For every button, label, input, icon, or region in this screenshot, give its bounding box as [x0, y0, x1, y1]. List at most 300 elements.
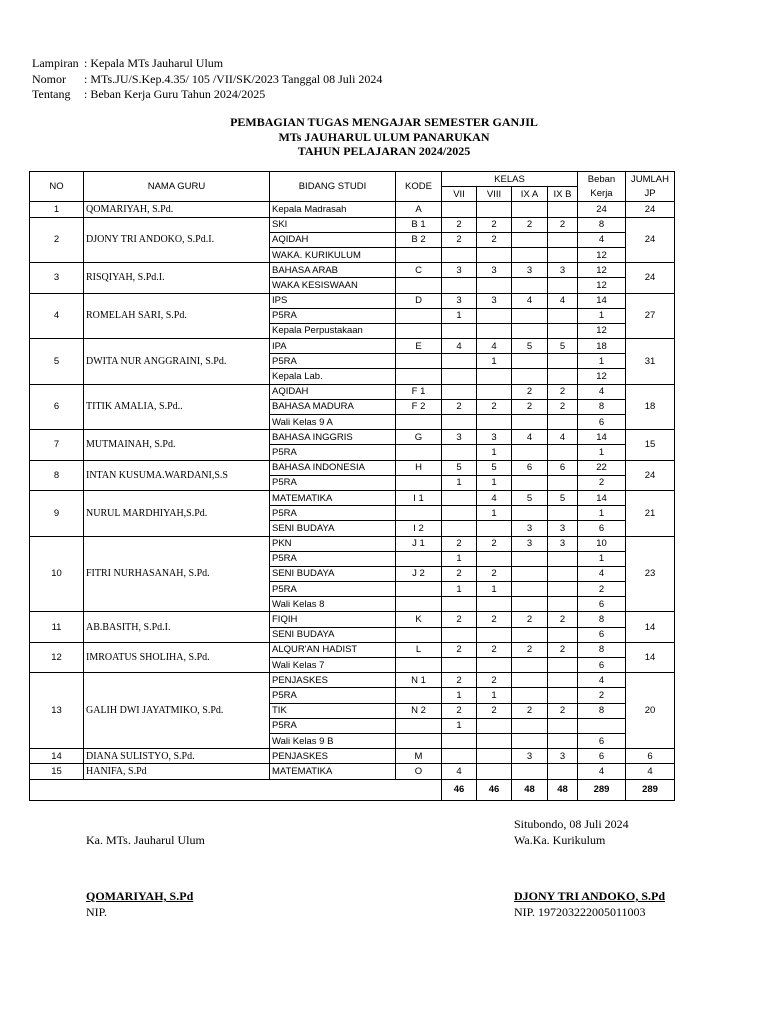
beban-kerja: 4: [578, 673, 626, 688]
jam-vii: [442, 384, 477, 399]
table-row: [30, 490, 675, 505]
teacher-no: 11: [30, 612, 84, 642]
beban-kerja: 10: [578, 536, 626, 551]
jam-ixa: [512, 673, 548, 688]
jam-ixb: 5: [548, 339, 578, 354]
kode: [396, 415, 442, 430]
jam-vii: 2: [442, 642, 477, 657]
beban-kerja: 1: [578, 354, 626, 369]
table-row: [30, 749, 675, 764]
jam-vii: 1: [442, 475, 477, 490]
beban-kerja: 24: [578, 202, 626, 217]
jam-ixb: [548, 475, 578, 490]
jam-ixa: 3: [512, 521, 548, 536]
jam-viii: 1: [477, 475, 512, 490]
lampiran-label: Lampiran: [32, 56, 79, 70]
jam-ixa: 3: [512, 536, 548, 551]
jam-ixa: 3: [512, 749, 548, 764]
jumlah-jp: 6: [626, 749, 675, 764]
teacher-no: 3: [30, 263, 84, 293]
title-line-1: PEMBAGIAN TUGAS MENGAJAR SEMESTER GANJIL: [230, 115, 538, 129]
kode: B 2: [396, 232, 442, 247]
place-date: Situbondo, 08 Juli 2024: [514, 817, 629, 831]
header-nama-guru: NAMA GURU: [84, 172, 270, 202]
jam-ixa: [512, 551, 548, 566]
bidang-studi: Kepala Lab.: [270, 369, 396, 384]
kode: [396, 582, 442, 597]
bidang-studi: P5RA: [270, 688, 396, 703]
jam-viii: 1: [477, 688, 512, 703]
total-beban: 289: [578, 779, 626, 800]
jam-ixb: [548, 369, 578, 384]
bidang-studi: SENI BUDAYA: [270, 521, 396, 536]
teacher-no: 10: [30, 536, 84, 612]
header-vii: VII: [442, 187, 477, 202]
table-row: [30, 202, 675, 217]
jam-ixb: [548, 232, 578, 247]
kode: [396, 718, 442, 733]
jam-ixa: [512, 506, 548, 521]
kode: [396, 247, 442, 262]
table-header-row: [30, 172, 675, 187]
jam-viii: 1: [477, 445, 512, 460]
kode: [396, 323, 442, 338]
table-row: [30, 293, 675, 308]
jam-viii: [477, 764, 512, 779]
jam-viii: [477, 551, 512, 566]
jam-ixb: [548, 202, 578, 217]
bidang-studi: P5RA: [270, 354, 396, 369]
jam-vii: 1: [442, 718, 477, 733]
jam-ixa: 2: [512, 703, 548, 718]
kode: [396, 475, 442, 490]
bidang-studi: SENI BUDAYA: [270, 627, 396, 642]
jam-ixa: [512, 278, 548, 293]
jumlah-jp: 24: [626, 202, 675, 217]
nomor-label: Nomor: [32, 71, 66, 86]
beban-kerja: 12: [578, 323, 626, 338]
jam-ixa: [512, 445, 548, 460]
right-signatory-title: Wa.Ka. Kurikulum: [514, 833, 606, 847]
table-row: [30, 673, 675, 688]
jam-ixa: [512, 733, 548, 748]
bidang-studi: P5RA: [270, 475, 396, 490]
jam-vii: 2: [442, 612, 477, 627]
teacher-name: DJONY TRI ANDOKO, S.Pd.I.: [84, 217, 270, 263]
jam-vii: [442, 247, 477, 262]
document-title: [0, 115, 768, 159]
jam-vii: [442, 749, 477, 764]
jam-viii: 4: [477, 490, 512, 505]
kode: [396, 551, 442, 566]
title-line-2: MTs JAUHARUL ULUM PANARUKAN: [278, 129, 490, 144]
jam-viii: 1: [477, 354, 512, 369]
bidang-studi: P5RA: [270, 506, 396, 521]
jam-vii: [442, 521, 477, 536]
total-vii: 46: [442, 779, 477, 800]
jam-vii: [442, 369, 477, 384]
right-signatory-nip: NIP. 197203222005011003: [514, 905, 646, 919]
bidang-studi: TIK: [270, 703, 396, 718]
beban-kerja: 14: [578, 293, 626, 308]
beban-kerja: 4: [578, 384, 626, 399]
bidang-studi: P5RA: [270, 445, 396, 460]
jam-vii: 2: [442, 217, 477, 232]
jam-ixa: 4: [512, 293, 548, 308]
teacher-name: MUTMAINAH, S.Pd.: [84, 430, 270, 460]
jam-ixb: [548, 354, 578, 369]
jam-ixb: 2: [548, 217, 578, 232]
nomor-value: : MTs.JU/S.Kep.4.35/ 105 /VII/SK/2023 Tanggal 08 Juli 2024: [84, 71, 383, 86]
jam-viii: [477, 323, 512, 338]
jam-vii: 2: [442, 703, 477, 718]
jam-ixb: 2: [548, 703, 578, 718]
jam-viii: 3: [477, 263, 512, 278]
kode: K: [396, 612, 442, 627]
jam-ixb: [548, 247, 578, 262]
bidang-studi: SENI BUDAYA: [270, 566, 396, 581]
kode: E: [396, 339, 442, 354]
jam-viii: [477, 733, 512, 748]
beban-kerja: 8: [578, 217, 626, 232]
beban-kerja: 2: [578, 475, 626, 490]
jam-viii: 1: [477, 582, 512, 597]
teaching-assignment-table: [29, 171, 675, 801]
jam-viii: 2: [477, 232, 512, 247]
jumlah-jp: 27: [626, 293, 675, 339]
jam-viii: [477, 627, 512, 642]
bidang-studi: MATEMATIKA: [270, 764, 396, 779]
kode: M: [396, 749, 442, 764]
teacher-name: DIANA SULISTYO, S.Pd.: [84, 749, 270, 764]
total-jumlah: 289: [626, 779, 675, 800]
jumlah-jp: 21: [626, 490, 675, 536]
kode: N 2: [396, 703, 442, 718]
beban-kerja: 1: [578, 445, 626, 460]
table-row: [30, 642, 675, 657]
header-ixb: IX B: [548, 187, 578, 202]
jam-ixa: [512, 202, 548, 217]
jam-vii: 1: [442, 688, 477, 703]
teacher-no: 13: [30, 673, 84, 749]
jam-vii: 3: [442, 430, 477, 445]
kode: [396, 627, 442, 642]
jam-ixb: [548, 582, 578, 597]
jam-ixa: 2: [512, 612, 548, 627]
bidang-studi: IPS: [270, 293, 396, 308]
teacher-no: 5: [30, 339, 84, 385]
jumlah-jp: 24: [626, 263, 675, 293]
teacher-no: 14: [30, 749, 84, 764]
beban-kerja: 6: [578, 627, 626, 642]
teacher-no: 7: [30, 430, 84, 460]
beban-kerja: 4: [578, 764, 626, 779]
beban-kerja: 1: [578, 308, 626, 323]
jam-viii: 1: [477, 506, 512, 521]
jam-ixb: 2: [548, 384, 578, 399]
kode: B 1: [396, 217, 442, 232]
kode: G: [396, 430, 442, 445]
jam-ixb: [548, 323, 578, 338]
header-viii: VIII: [477, 187, 512, 202]
jam-viii: [477, 384, 512, 399]
total-ixb: 48: [548, 779, 578, 800]
kode: [396, 733, 442, 748]
beban-kerja: [578, 718, 626, 733]
kode: O: [396, 764, 442, 779]
beban-kerja: 2: [578, 582, 626, 597]
teacher-name: RISQIYAH, S.Pd.I.: [84, 263, 270, 293]
jam-vii: [442, 354, 477, 369]
jam-ixb: 3: [548, 521, 578, 536]
jam-ixa: [512, 597, 548, 612]
bidang-studi: Wali Kelas 9 A: [270, 415, 396, 430]
jam-ixa: 6: [512, 460, 548, 475]
tentang-value: : Beban Kerja Guru Tahun 2024/2025: [84, 87, 266, 101]
jumlah-jp: 31: [626, 339, 675, 385]
jam-ixa: 2: [512, 399, 548, 414]
jam-viii: [477, 202, 512, 217]
jam-ixb: [548, 415, 578, 430]
teacher-name: FITRI NURHASANAH, S.Pd.: [84, 536, 270, 612]
beban-kerja: 1: [578, 506, 626, 521]
jam-ixb: 4: [548, 430, 578, 445]
jam-ixb: [548, 597, 578, 612]
teacher-name: QOMARIYAH, S.Pd.: [84, 202, 270, 217]
teacher-no: 8: [30, 460, 84, 490]
kode: I 1: [396, 490, 442, 505]
kode: F 2: [396, 399, 442, 414]
beban-kerja: 8: [578, 612, 626, 627]
jam-vii: 4: [442, 764, 477, 779]
beban-kerja: 18: [578, 339, 626, 354]
bidang-studi: PENJASKES: [270, 749, 396, 764]
beban-kerja: 6: [578, 597, 626, 612]
beban-kerja: 6: [578, 415, 626, 430]
jam-viii: [477, 369, 512, 384]
jam-ixa: [512, 475, 548, 490]
left-signatory-nip: NIP.: [86, 905, 108, 919]
teacher-name: AB.BASITH, S.Pd.I.: [84, 612, 270, 642]
tentang-label: Tentang: [32, 87, 71, 101]
jam-vii: [442, 733, 477, 748]
header-beban-kerja: Beban Kerja: [578, 172, 626, 202]
jam-vii: 3: [442, 293, 477, 308]
kode: C: [396, 263, 442, 278]
bidang-studi: MATEMATIKA: [270, 490, 396, 505]
bidang-studi: Kepala Perpustakaan: [270, 323, 396, 338]
table-row: [30, 612, 675, 627]
kode: A: [396, 202, 442, 217]
bidang-studi: WAKA. KURIKULUM: [270, 247, 396, 262]
totals-row: [30, 779, 675, 800]
teacher-name: IMROATUS SHOLIHA, S.Pd.: [84, 642, 270, 672]
beban-kerja: 8: [578, 703, 626, 718]
jam-vii: [442, 415, 477, 430]
jam-vii: 2: [442, 536, 477, 551]
beban-kerja: 8: [578, 399, 626, 414]
bidang-studi: FIQIH: [270, 612, 396, 627]
jumlah-jp: 23: [626, 536, 675, 612]
jam-ixb: [548, 627, 578, 642]
teacher-name: DWITA NUR ANGGRAINI, S.Pd.: [84, 339, 270, 385]
jam-viii: [477, 597, 512, 612]
table-row: [30, 460, 675, 475]
table-row: [30, 339, 675, 354]
jam-vii: 4: [442, 339, 477, 354]
jam-ixa: [512, 354, 548, 369]
kode: N 1: [396, 673, 442, 688]
jam-viii: [477, 749, 512, 764]
bidang-studi: BAHASA INGGRIS: [270, 430, 396, 445]
beban-kerja: 14: [578, 430, 626, 445]
teacher-name: HANIFA, S.Pd: [84, 764, 270, 779]
jam-vii: 2: [442, 673, 477, 688]
jam-viii: [477, 521, 512, 536]
bidang-studi: BAHASA INDONESIA: [270, 460, 396, 475]
kode: J 2: [396, 566, 442, 581]
kode: J 1: [396, 536, 442, 551]
jam-ixb: [548, 673, 578, 688]
jam-vii: [442, 323, 477, 338]
jam-ixb: [548, 445, 578, 460]
kode: [396, 308, 442, 323]
beban-kerja: 6: [578, 749, 626, 764]
jam-viii: [477, 658, 512, 673]
teacher-no: 6: [30, 384, 84, 430]
jam-ixa: [512, 308, 548, 323]
jam-viii: [477, 718, 512, 733]
jam-vii: 5: [442, 460, 477, 475]
jam-viii: 3: [477, 430, 512, 445]
jam-ixa: [512, 369, 548, 384]
beban-kerja: 12: [578, 263, 626, 278]
jam-ixb: [548, 506, 578, 521]
jam-ixb: [548, 566, 578, 581]
lampiran-value: : Kepala MTs Jauharul Ulum: [84, 56, 224, 70]
bidang-studi: Kepala Madrasah: [270, 202, 396, 217]
jam-vii: 2: [442, 232, 477, 247]
jam-ixa: 5: [512, 339, 548, 354]
beban-kerja: 2: [578, 688, 626, 703]
beban-kerja: 12: [578, 278, 626, 293]
letter-header: [32, 56, 382, 103]
jam-ixb: 3: [548, 749, 578, 764]
jumlah-jp: 14: [626, 612, 675, 642]
teacher-name: TITIK AMALIA, S.Pd..: [84, 384, 270, 430]
jam-vii: [442, 202, 477, 217]
jam-viii: 2: [477, 673, 512, 688]
header-ixa: IX A: [512, 187, 548, 202]
beban-kerja: 1: [578, 551, 626, 566]
right-signatory-name: DJONY TRI ANDOKO, S.Pd: [514, 889, 666, 903]
jam-ixb: [548, 718, 578, 733]
kode: [396, 278, 442, 293]
beban-kerja: 6: [578, 733, 626, 748]
jam-ixa: [512, 415, 548, 430]
bidang-studi: Wali Kelas 9 B: [270, 733, 396, 748]
bidang-studi: ALQUR'AN HADIST: [270, 642, 396, 657]
jumlah-jp: 15: [626, 430, 675, 460]
jam-ixa: 2: [512, 384, 548, 399]
kode: [396, 506, 442, 521]
kode: H: [396, 460, 442, 475]
jam-vii: 3: [442, 263, 477, 278]
teacher-no: 4: [30, 293, 84, 339]
table-row: [30, 536, 675, 551]
jumlah-jp: 4: [626, 764, 675, 779]
teacher-name: NURUL MARDHIYAH,S.Pd.: [84, 490, 270, 536]
jam-vii: [442, 278, 477, 293]
jam-ixb: 5: [548, 490, 578, 505]
beban-kerja: 6: [578, 521, 626, 536]
beban-kerja: 14: [578, 490, 626, 505]
jam-viii: 2: [477, 642, 512, 657]
jam-ixb: 6: [548, 460, 578, 475]
teacher-name: INTAN KUSUMA.WARDANI,S.S: [84, 460, 270, 490]
jam-ixb: 2: [548, 642, 578, 657]
jam-viii: 2: [477, 217, 512, 232]
total-ixa: 48: [512, 779, 548, 800]
bidang-studi: BAHASA MADURA: [270, 399, 396, 414]
jumlah-jp: 24: [626, 460, 675, 490]
jam-ixb: 2: [548, 399, 578, 414]
bidang-studi: P5RA: [270, 308, 396, 323]
jam-vii: [442, 597, 477, 612]
table-row: [30, 217, 675, 232]
bidang-studi: P5RA: [270, 551, 396, 566]
total-viii: 46: [477, 779, 512, 800]
jam-ixa: 2: [512, 642, 548, 657]
kode: I 2: [396, 521, 442, 536]
bidang-studi: AQIDAH: [270, 232, 396, 247]
jam-ixa: 3: [512, 263, 548, 278]
jam-ixa: 5: [512, 490, 548, 505]
beban-kerja: 22: [578, 460, 626, 475]
jam-ixa: [512, 582, 548, 597]
jam-ixb: [548, 733, 578, 748]
table-row: [30, 764, 675, 779]
bidang-studi: P5RA: [270, 582, 396, 597]
kode: [396, 658, 442, 673]
header-kelas: KELAS: [442, 172, 578, 187]
beban-kerja: 4: [578, 566, 626, 581]
jam-ixb: [548, 551, 578, 566]
bidang-studi: Wali Kelas 8: [270, 597, 396, 612]
beban-kerja: 4: [578, 232, 626, 247]
teacher-no: 2: [30, 217, 84, 263]
totals-blank: [30, 779, 442, 800]
jam-viii: 2: [477, 612, 512, 627]
jam-vii: 1: [442, 308, 477, 323]
jam-ixb: [548, 278, 578, 293]
jam-vii: [442, 658, 477, 673]
jam-viii: 2: [477, 536, 512, 551]
jam-ixa: [512, 658, 548, 673]
teacher-no: 12: [30, 642, 84, 672]
jam-viii: 3: [477, 293, 512, 308]
bidang-studi: IPA: [270, 339, 396, 354]
kode: [396, 688, 442, 703]
kode: F 1: [396, 384, 442, 399]
left-signatory-name: QOMARIYAH, S.Pd: [86, 889, 194, 903]
jam-ixb: 4: [548, 293, 578, 308]
jam-vii: [442, 490, 477, 505]
jam-viii: [477, 247, 512, 262]
jam-viii: 5: [477, 460, 512, 475]
teacher-no: 9: [30, 490, 84, 536]
left-signatory-title: Ka. MTs. Jauharul Ulum: [86, 833, 205, 847]
